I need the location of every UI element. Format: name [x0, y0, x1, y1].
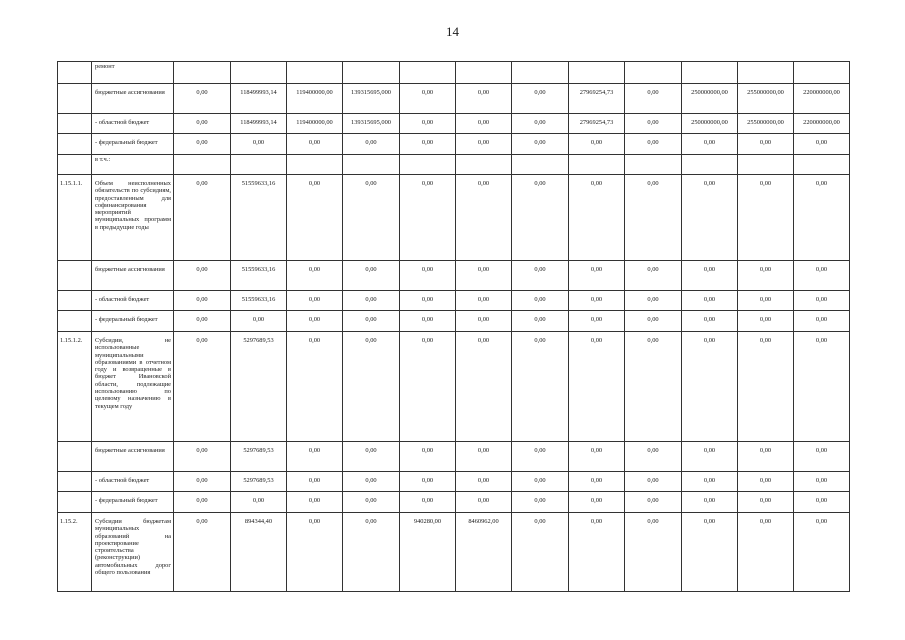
value-cell: 0,00 — [343, 513, 400, 592]
value-cell: 0,00 — [343, 311, 400, 332]
value-cell: 0,00 — [400, 261, 456, 291]
value-cell: 0,00 — [738, 291, 794, 311]
value-cell: 0,00 — [682, 513, 738, 592]
value-cell: 0,00 — [174, 261, 231, 291]
value-cell: 0,00 — [794, 492, 850, 513]
value-cell: 0,00 — [682, 175, 738, 261]
value-cell: 0,00 — [512, 175, 569, 261]
value-cell: 118499993,14 — [231, 84, 287, 114]
row-name-cell: ремонт — [92, 62, 174, 84]
value-cell: 0,00 — [569, 291, 625, 311]
value-cell: 0,00 — [625, 84, 682, 114]
value-cell — [569, 62, 625, 84]
table-row — [58, 513, 850, 592]
value-cell: 0,00 — [682, 442, 738, 472]
value-cell: 0,00 — [625, 175, 682, 261]
row-name-cell: - федеральный бюджет — [92, 492, 174, 513]
value-cell: 0,00 — [400, 492, 456, 513]
row-name-cell: - областной бюджет — [92, 291, 174, 311]
value-cell: 0,00 — [625, 513, 682, 592]
row-name-cell: - федеральный бюджет — [92, 311, 174, 332]
value-cell: 8460962,00 — [456, 513, 512, 592]
value-cell: 0,00 — [569, 175, 625, 261]
value-cell: 0,00 — [231, 492, 287, 513]
value-cell: 0,00 — [569, 261, 625, 291]
value-cell — [682, 155, 738, 175]
value-cell: 0,00 — [456, 114, 512, 134]
row-name-cell: - областной бюджет — [92, 472, 174, 492]
value-cell: 0,00 — [231, 134, 287, 155]
value-cell: 0,00 — [343, 332, 400, 442]
value-cell: 0,00 — [343, 492, 400, 513]
row-name-cell: Субсидии бюджетам муниципальных образований на проектирование строительства (реконструкции) автомобильных дорог общего пользования — [92, 513, 174, 592]
value-cell: 0,00 — [400, 472, 456, 492]
value-cell: 0,00 — [456, 291, 512, 311]
value-cell — [625, 62, 682, 84]
value-cell: 0,00 — [287, 332, 343, 442]
budget-table-body — [58, 62, 850, 592]
value-cell: 0,00 — [738, 472, 794, 492]
table-row — [58, 472, 850, 492]
table-row — [58, 332, 850, 442]
value-cell: 0,00 — [738, 311, 794, 332]
value-cell: 0,00 — [343, 134, 400, 155]
value-cell: 0,00 — [456, 332, 512, 442]
value-cell: 0,00 — [682, 261, 738, 291]
value-cell: 0,00 — [343, 261, 400, 291]
row-number-cell — [58, 442, 92, 472]
value-cell: 0,00 — [456, 261, 512, 291]
value-cell: 0,00 — [456, 442, 512, 472]
value-cell: 139315695,000 — [343, 84, 400, 114]
value-cell: 0,00 — [174, 311, 231, 332]
row-number-cell — [58, 311, 92, 332]
value-cell — [174, 62, 231, 84]
row-name-cell: бюджетные ассигнования — [92, 261, 174, 291]
value-cell: 0,00 — [794, 332, 850, 442]
value-cell: 0,00 — [794, 311, 850, 332]
row-number-cell — [58, 134, 92, 155]
value-cell: 0,00 — [512, 84, 569, 114]
value-cell: 0,00 — [174, 442, 231, 472]
value-cell — [682, 62, 738, 84]
value-cell: 0,00 — [625, 311, 682, 332]
value-cell: 0,00 — [512, 261, 569, 291]
value-cell: 0,00 — [512, 472, 569, 492]
value-cell — [287, 62, 343, 84]
value-cell: 0,00 — [512, 492, 569, 513]
row-number-cell — [58, 155, 92, 175]
value-cell: 0,00 — [682, 291, 738, 311]
value-cell: 0,00 — [400, 291, 456, 311]
value-cell: 0,00 — [682, 311, 738, 332]
value-cell — [738, 155, 794, 175]
row-number-cell — [58, 472, 92, 492]
value-cell: 0,00 — [174, 175, 231, 261]
value-cell — [512, 62, 569, 84]
value-cell: 118499993,14 — [231, 114, 287, 134]
value-cell: 0,00 — [343, 442, 400, 472]
value-cell — [343, 62, 400, 84]
value-cell: 0,00 — [794, 261, 850, 291]
row-number-cell — [58, 261, 92, 291]
value-cell: 139315695,000 — [343, 114, 400, 134]
value-cell: 0,00 — [569, 513, 625, 592]
value-cell: 250000000,00 — [682, 114, 738, 134]
value-cell: 27969254,73 — [569, 84, 625, 114]
value-cell: 0,00 — [456, 492, 512, 513]
value-cell — [174, 155, 231, 175]
value-cell: 0,00 — [456, 134, 512, 155]
value-cell: 0,00 — [625, 492, 682, 513]
value-cell: 0,00 — [625, 332, 682, 442]
value-cell: 0,00 — [512, 442, 569, 472]
value-cell: 0,00 — [569, 492, 625, 513]
value-cell: 0,00 — [794, 175, 850, 261]
table-row — [58, 84, 850, 114]
value-cell: 255000000,00 — [738, 114, 794, 134]
value-cell: 0,00 — [400, 442, 456, 472]
value-cell: 0,00 — [794, 442, 850, 472]
value-cell: 0,00 — [512, 291, 569, 311]
value-cell — [456, 155, 512, 175]
value-cell: 0,00 — [287, 291, 343, 311]
value-cell: 0,00 — [231, 311, 287, 332]
value-cell — [287, 155, 343, 175]
value-cell: 0,00 — [174, 513, 231, 592]
value-cell: 5297689,53 — [231, 472, 287, 492]
value-cell: 0,00 — [174, 134, 231, 155]
value-cell: 0,00 — [343, 291, 400, 311]
value-cell: 0,00 — [738, 442, 794, 472]
value-cell: 0,00 — [738, 332, 794, 442]
table-row — [58, 261, 850, 291]
table-row — [58, 311, 850, 332]
row-number-cell — [58, 62, 92, 84]
page-number: 14 — [446, 24, 459, 39]
value-cell: 0,00 — [512, 114, 569, 134]
row-name-cell: бюджетные ассигнования — [92, 442, 174, 472]
value-cell: 0,00 — [400, 311, 456, 332]
value-cell: 220000000,00 — [794, 84, 850, 114]
table-row — [58, 492, 850, 513]
table-row — [58, 175, 850, 261]
value-cell: 0,00 — [174, 472, 231, 492]
value-cell: 0,00 — [625, 442, 682, 472]
value-cell: 0,00 — [682, 134, 738, 155]
row-name-cell: - федеральный бюджет — [92, 134, 174, 155]
value-cell — [794, 155, 850, 175]
table-row — [58, 62, 850, 84]
value-cell: 0,00 — [794, 472, 850, 492]
value-cell: 894344,40 — [231, 513, 287, 592]
row-name-cell: Субсидии, не использованные муниципальными образованиями в отчетном году и возвращенные в бюджет Ивановской области, подлежащие использованию по целевому назначению в текущем году — [92, 332, 174, 442]
table-row — [58, 134, 850, 155]
value-cell: 0,00 — [400, 175, 456, 261]
value-cell: 0,00 — [738, 492, 794, 513]
row-name-cell: Объем неисполненных обязательств по субсидиям, предоставленным для софинансирования мероприятий муниципальных программ в предыдущие годы — [92, 175, 174, 261]
table-row — [58, 155, 850, 175]
value-cell: 0,00 — [400, 114, 456, 134]
value-cell: 0,00 — [512, 332, 569, 442]
value-cell: 0,00 — [400, 134, 456, 155]
value-cell: 0,00 — [287, 472, 343, 492]
value-cell: 0,00 — [456, 84, 512, 114]
value-cell — [625, 155, 682, 175]
value-cell: 0,00 — [287, 492, 343, 513]
value-cell: 0,00 — [682, 472, 738, 492]
value-cell: 0,00 — [512, 513, 569, 592]
value-cell — [400, 155, 456, 175]
value-cell: 220000000,00 — [794, 114, 850, 134]
row-number-cell — [58, 84, 92, 114]
value-cell: 0,00 — [569, 332, 625, 442]
value-cell: 0,00 — [512, 311, 569, 332]
value-cell: 0,00 — [794, 291, 850, 311]
value-cell: 0,00 — [569, 134, 625, 155]
row-name-cell: - областной бюджет — [92, 114, 174, 134]
value-cell — [231, 155, 287, 175]
value-cell: 0,00 — [343, 472, 400, 492]
value-cell — [231, 62, 287, 84]
value-cell: 119400000,00 — [287, 114, 343, 134]
value-cell: 0,00 — [569, 472, 625, 492]
value-cell: 51559633,16 — [231, 291, 287, 311]
value-cell: 940280,00 — [400, 513, 456, 592]
value-cell: 0,00 — [682, 492, 738, 513]
value-cell — [569, 155, 625, 175]
value-cell — [400, 62, 456, 84]
value-cell: 0,00 — [738, 513, 794, 592]
row-number-cell: 1.15.1.2. — [58, 332, 92, 442]
value-cell: 0,00 — [287, 134, 343, 155]
value-cell: 0,00 — [625, 114, 682, 134]
row-number-cell — [58, 114, 92, 134]
value-cell: 250000000,00 — [682, 84, 738, 114]
value-cell — [738, 62, 794, 84]
value-cell: 0,00 — [625, 291, 682, 311]
value-cell: 0,00 — [625, 261, 682, 291]
value-cell: 0,00 — [794, 513, 850, 592]
value-cell: 255000000,00 — [738, 84, 794, 114]
row-number-cell: 1.15.1.1. — [58, 175, 92, 261]
table-row — [58, 291, 850, 311]
value-cell: 0,00 — [400, 84, 456, 114]
value-cell: 0,00 — [625, 472, 682, 492]
value-cell: 0,00 — [174, 114, 231, 134]
value-cell: 0,00 — [738, 134, 794, 155]
value-cell: 0,00 — [569, 311, 625, 332]
value-cell: 0,00 — [174, 332, 231, 442]
value-cell: 0,00 — [287, 513, 343, 592]
value-cell: 0,00 — [456, 175, 512, 261]
value-cell: 5297689,53 — [231, 332, 287, 442]
value-cell: 27969254,73 — [569, 114, 625, 134]
value-cell: 0,00 — [794, 134, 850, 155]
row-name-cell: бюджетные ассигнования — [92, 84, 174, 114]
value-cell: 0,00 — [625, 134, 682, 155]
value-cell: 0,00 — [738, 175, 794, 261]
value-cell — [794, 62, 850, 84]
value-cell: 0,00 — [174, 291, 231, 311]
budget-table — [57, 61, 850, 592]
value-cell: 0,00 — [400, 332, 456, 442]
value-cell: 119400000,00 — [287, 84, 343, 114]
row-name-cell: в т.ч.: — [92, 155, 174, 175]
value-cell: 0,00 — [287, 261, 343, 291]
value-cell: 0,00 — [456, 311, 512, 332]
value-cell: 0,00 — [512, 134, 569, 155]
value-cell — [343, 155, 400, 175]
row-number-cell: 1.15.2. — [58, 513, 92, 592]
value-cell: 0,00 — [287, 442, 343, 472]
row-number-cell — [58, 492, 92, 513]
value-cell — [456, 62, 512, 84]
value-cell: 0,00 — [174, 84, 231, 114]
table-row — [58, 442, 850, 472]
value-cell — [512, 155, 569, 175]
value-cell: 51559633,16 — [231, 175, 287, 261]
value-cell: 0,00 — [287, 311, 343, 332]
row-number-cell — [58, 291, 92, 311]
value-cell: 0,00 — [287, 175, 343, 261]
value-cell: 51559633,16 — [231, 261, 287, 291]
table-row — [58, 114, 850, 134]
value-cell: 0,00 — [456, 472, 512, 492]
value-cell: 0,00 — [343, 175, 400, 261]
value-cell: 0,00 — [682, 332, 738, 442]
value-cell: 0,00 — [738, 261, 794, 291]
value-cell: 0,00 — [569, 442, 625, 472]
value-cell: 0,00 — [174, 492, 231, 513]
value-cell: 5297689,53 — [231, 442, 287, 472]
